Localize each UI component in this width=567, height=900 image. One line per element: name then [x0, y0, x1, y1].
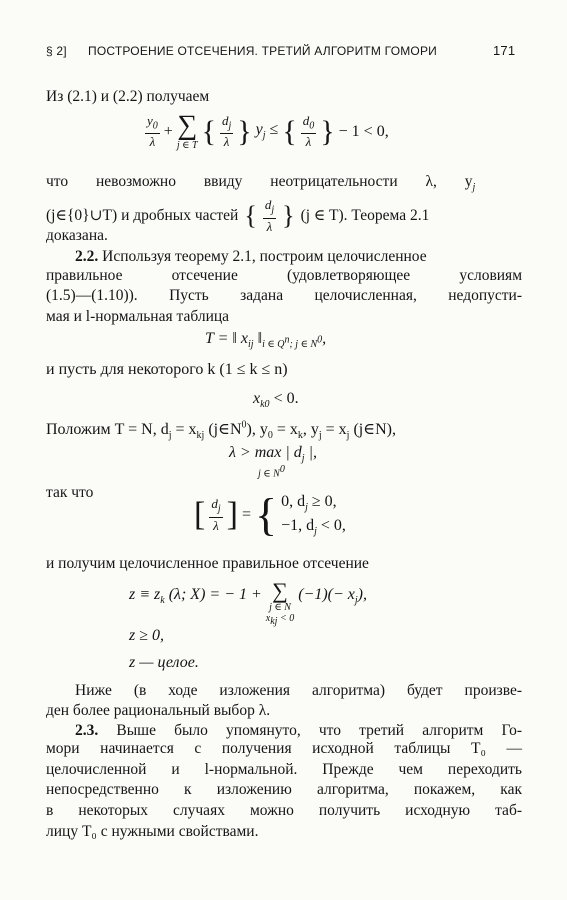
- formula-lambda: λ > max | $d_j$ |,: [229, 444, 317, 465]
- formula-z-integer: z — целое.: [129, 654, 199, 671]
- formula-inequality: $\frac{y_0}{\lambda}$ + ∑ j ∈ T { $\frac{d_j}{\lambda}$ } $y_j$ ≤ { $\frac{d_0}{\lambda}$ } − 1 < 0,: [147, 110, 389, 151]
- formula-table: T = ‖ $x_{ij}$ $‖_{i \in Q^n; j \in N^0}$,: [205, 330, 327, 351]
- text-line: и пусть для некоторого k (1 ≤ k ≤ n): [46, 361, 288, 378]
- page-number: 171: [493, 43, 516, 58]
- text-line: доказана.: [46, 227, 108, 244]
- formula-cut: $z \equiv z_k$ (λ; X) = − 1 + ∑ j ∈ N $x_{kj} < 0$ $(-1)(- x_j)$,: [129, 578, 367, 627]
- text-line: мори начинается с получения исходной таблицы T₀ —: [46, 740, 522, 757]
- text-line: так что: [46, 484, 94, 501]
- text-line: ден более рациональный выбор λ.: [46, 702, 271, 719]
- text-line: непосредственно к изложению алгоритма, покажем, как: [46, 781, 522, 798]
- section-ref: § 2]: [46, 44, 67, 58]
- running-title: ПОСТРОЕНИЕ ОТСЕЧЕНИЯ. ТРЕТИЙ АЛГОРИТМ ГОМОРИ: [88, 44, 437, 58]
- formula-z-nonneg: z ≥ 0,: [129, 627, 165, 644]
- text-line: целочисленной и l-нормальной. Прежде чем переходить: [46, 761, 522, 778]
- text-line: 2.2. Используя теорему 2.1, построим целочисленное: [75, 248, 427, 265]
- text-line: и получим целочисленное правильное отсечение: [46, 555, 369, 572]
- formula-xk0: $x_{k0} < 0$.: [253, 390, 299, 411]
- max-subscript: j ∈ $N^0$: [258, 464, 285, 480]
- text-line: лицу T₀ с нужными свойствами.: [46, 823, 259, 840]
- formula-cases: [ $\frac{d_j}{\lambda}$ ] = { 0, $d_j \ge 0$, −1, $d_j < 0$,: [194, 489, 346, 540]
- text-line: (j∈{0}∪T) и дробных частей { $\frac{d_j}{\lambda}$ } (j ∈ T). Теорема 2.1: [46, 197, 430, 234]
- text-line: Ниже (в ходе изложения алгоритма) будет произве-: [75, 682, 522, 699]
- text-line: мая и l-нормальная таблица: [46, 308, 230, 325]
- text-line: Положим T = N, $d_j = x_{kj}$ $(j\in N^0)$, $y_0 = x_k$, $y_j = x_j$ (j∈N),: [46, 419, 396, 442]
- text-line: 2.3. Выше было упомянуто, что третий алгоритм Го-: [75, 722, 523, 739]
- text-line: в некоторых случаях можно получить исходную таб-: [46, 802, 522, 819]
- text-line: правильное отсечение (удовлетворяющее условиям: [46, 267, 522, 284]
- text-line: Из (2.1) и (2.2) получаем: [46, 88, 210, 105]
- text-line: что невозможно ввиду неотрицательности λ, $y_j$: [46, 173, 476, 194]
- text-line: (1.5)—(1.10)). Пусть задана целочисленная, недопусти-: [46, 287, 522, 304]
